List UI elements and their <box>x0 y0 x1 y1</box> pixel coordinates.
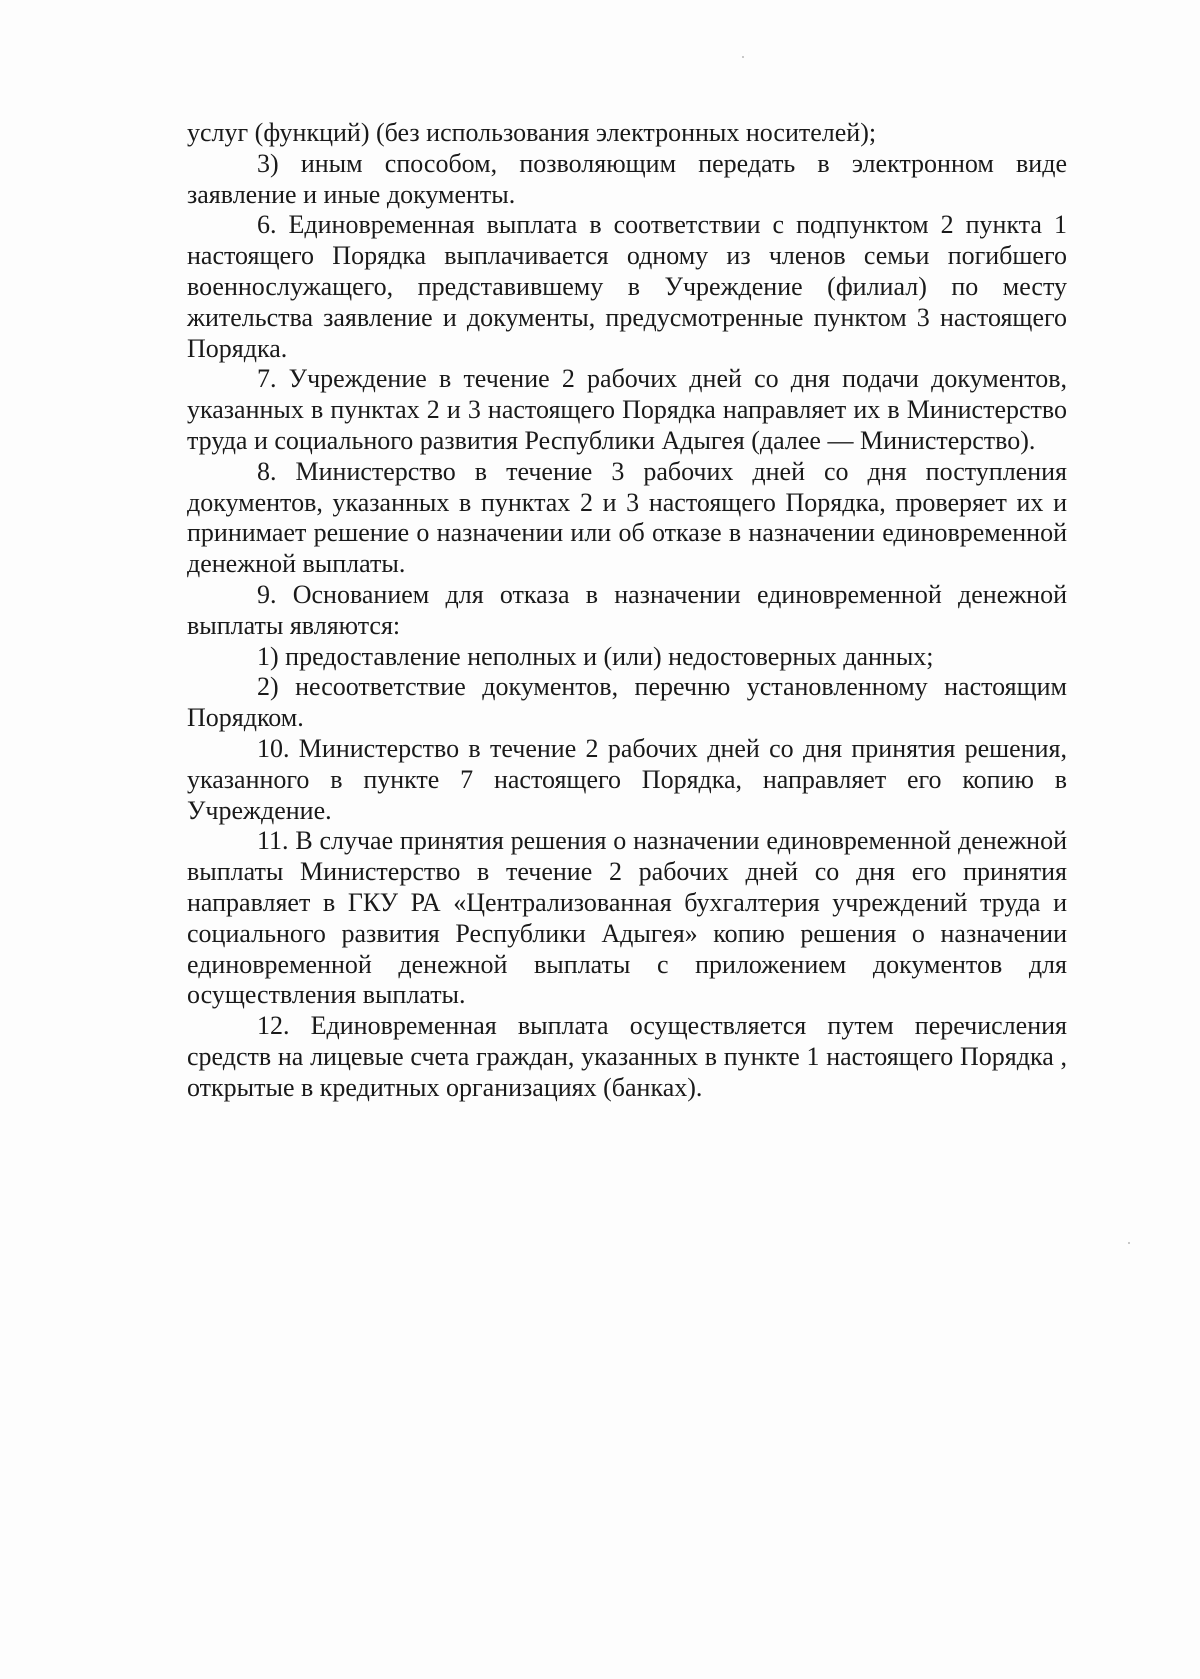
paragraph-12: 12. Единовременная выплата осуществляется путем перечисления средств на лицевые счета граждан, указанных в пункте 1 настоящего Порядка , открытые в кредитных организациях (банках). <box>187 1011 1067 1102</box>
paragraph-9-item-2: 2) несоответствие документов, перечню установленному настоящим Порядком. <box>187 672 1067 733</box>
paragraph-6: 6. Единовременная выплата в соответствии с подпунктом 2 пункта 1 настоящего Порядка выплачивается одному из членов семьи погибшего военнослужащего, представившему в Учреждение (филиал) по месту жительства заявление и документы, предусмотренные пунктом 3 настоящего Порядка. <box>187 210 1067 363</box>
paragraph-9: 9. Основанием для отказа в назначении единовременной денежной выплаты являются: <box>187 579 1067 640</box>
paragraph-10: 10. Министерство в течение 2 рабочих дней со дня принятия решения, указанного в пункте 7 настоящего Порядка, направляет его копию в Учреждение. <box>187 733 1067 825</box>
paragraph-9-item-1: 1) предоставление неполных и (или) недостоверных данных; <box>257 641 934 671</box>
paragraph-7: 7. Учреждение в течение 2 рабочих дней со дня подачи документов, указанных в пунктах 2 и 3 настоящего Порядка направляет их в Министерство труда и социального развития Республики Адыгея (далее — Министерство). <box>187 364 1067 455</box>
scan-speck <box>742 56 744 58</box>
paragraph-continuation: услуг (функций) (без использования электронных носителей); <box>187 118 877 147</box>
paragraph-11: 11. В случае принятия решения о назначении единовременной денежной выплаты Министерство в течение 2 рабочих дней со дня его принятия направляет в ГКУ РА «Централизованная бухгалтерия учреждений труда и социального развития Республики Адыгея» копию решения о назначении единовременной денежной выплаты с приложением документов для осуществления выплаты. <box>187 826 1067 1010</box>
paragraph-8: 8. Министерство в течение 3 рабочих дней со дня поступления документов, указанных в пунктах 2 и 3 настоящего Порядка, проверяет их и принимает решение о назначении или об отказе в назначении единовременной денежной выплаты. <box>187 456 1067 579</box>
document-body <box>187 118 1067 1104</box>
paragraph-item-3: 3) иным способом, позволяющим передать в электронном виде заявление и иные документы. <box>187 148 1067 209</box>
scan-speck <box>1128 1242 1130 1244</box>
